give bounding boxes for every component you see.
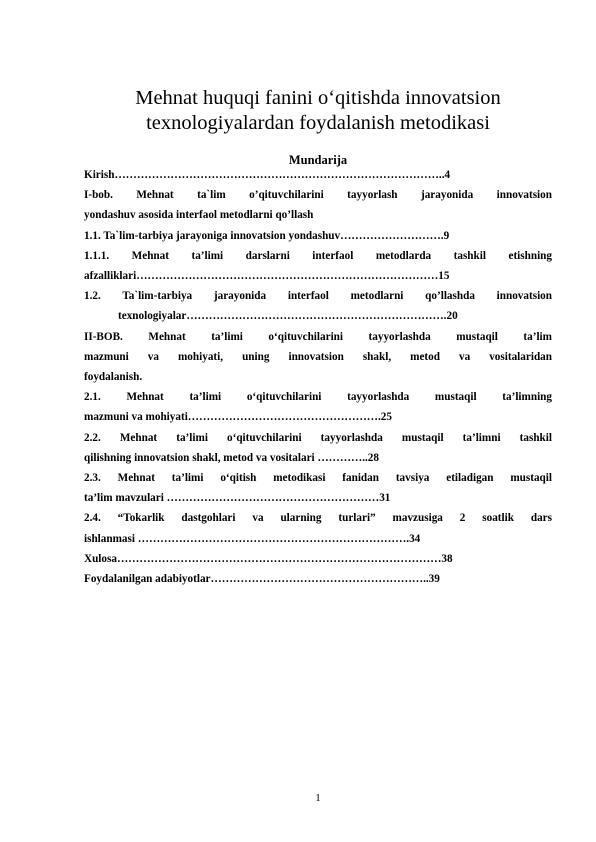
toc-entry-adabiyotlar — [84, 569, 552, 589]
toc-line: qilishning innovatsion shakl, metod va vositalari …………..28 — [84, 451, 379, 464]
toc-line: I-bob. Mehnat ta`lim o’qituvchilarini tayyorlash jarayonida innovatsion — [84, 189, 552, 202]
toc-entry-2-2 — [84, 428, 552, 468]
toc-entry-1-2 — [84, 286, 552, 326]
toc-heading: Mundarija — [288, 153, 348, 167]
toc-entry-2-3 — [84, 468, 552, 508]
page-number: 1 — [315, 792, 321, 804]
toc-entry-xulosa — [84, 549, 552, 569]
toc-line: ta’lim mavzulari …………………………………………………31 — [84, 492, 391, 505]
toc-line: 1.1.1. Mehnat ta’limi darslarni interfaol metodlarda tashkil etishning — [84, 249, 552, 262]
toc-entry-chapter-2 — [84, 327, 552, 388]
toc-line: Foydalanilgan adabiyotlar…………………………………………………..39 — [84, 573, 440, 586]
toc-line: texnologiyalar…………………………………………………………….20 — [118, 310, 458, 323]
table-of-contents — [84, 165, 552, 589]
toc-line: yondashuv asosida interfaol metodlarni qo’llash — [84, 209, 314, 222]
toc-line: Kirish……………………………………………………………………………..4 — [84, 169, 451, 181]
toc-line: 2.4. “Tokarlik dastgohlari va ularning turlari” mavzusiga 2 soatlik dars — [84, 512, 552, 525]
toc-line: 1.2. Ta`lim-tarbiya jarayonida interfaol metodlarni qo’llashda innovatsion — [84, 290, 552, 303]
toc-line: afzalliklari………………………………………………………………………15 — [84, 270, 450, 283]
toc-line: mazmuni va mohiyati…………………………………………….25 — [84, 411, 392, 424]
toc-entry-chapter-1 — [84, 185, 552, 225]
toc-line: 2.2. Mehnat ta’limi o‘qituvchilarini tayyorlashda mustaqil ta’limni tashkil — [84, 431, 552, 444]
toc-line: Xulosa……………………………………………………………………………38 — [84, 552, 453, 565]
title-line-2: texnologiyalardan foydalanish metodikasi — [146, 112, 490, 134]
page-title — [60, 86, 576, 136]
toc-line: ishlanmasi ……………………………………………………………….34 — [84, 532, 421, 545]
toc-entry-1-1-1 — [84, 246, 552, 286]
toc-line: 2.1. Mehnat ta’limi o‘qituvchilarini tayyorlashda mustaqil ta’limning — [84, 391, 552, 404]
toc-entry-2-1 — [84, 387, 552, 427]
toc-entry-kirish — [84, 165, 552, 185]
toc-line: II-BOB. Mehnat ta’limi o‘qituvchilarini tayyorlashda mustaqil ta’lim — [84, 330, 552, 343]
title-line-1: Mehnat huquqi fanini o‘qitishda innovatsion — [135, 87, 501, 109]
toc-line: foydalanish. — [84, 371, 143, 384]
toc-line: 2.3. Mehnat ta’limi o‘qitish metodikasi fanidan tavsiya etiladigan mustaqil — [84, 472, 552, 485]
toc-entry-1-1 — [84, 226, 552, 246]
toc-entry-2-4 — [84, 508, 552, 548]
toc-line: 1.1. Ta`lim-tarbiya jarayoniga innovatsion yondashuv……………………….9 — [84, 229, 450, 242]
toc-line: mazmuni va mohiyati, uning innovatsion shakl, metod va vositalaridan — [84, 350, 552, 363]
